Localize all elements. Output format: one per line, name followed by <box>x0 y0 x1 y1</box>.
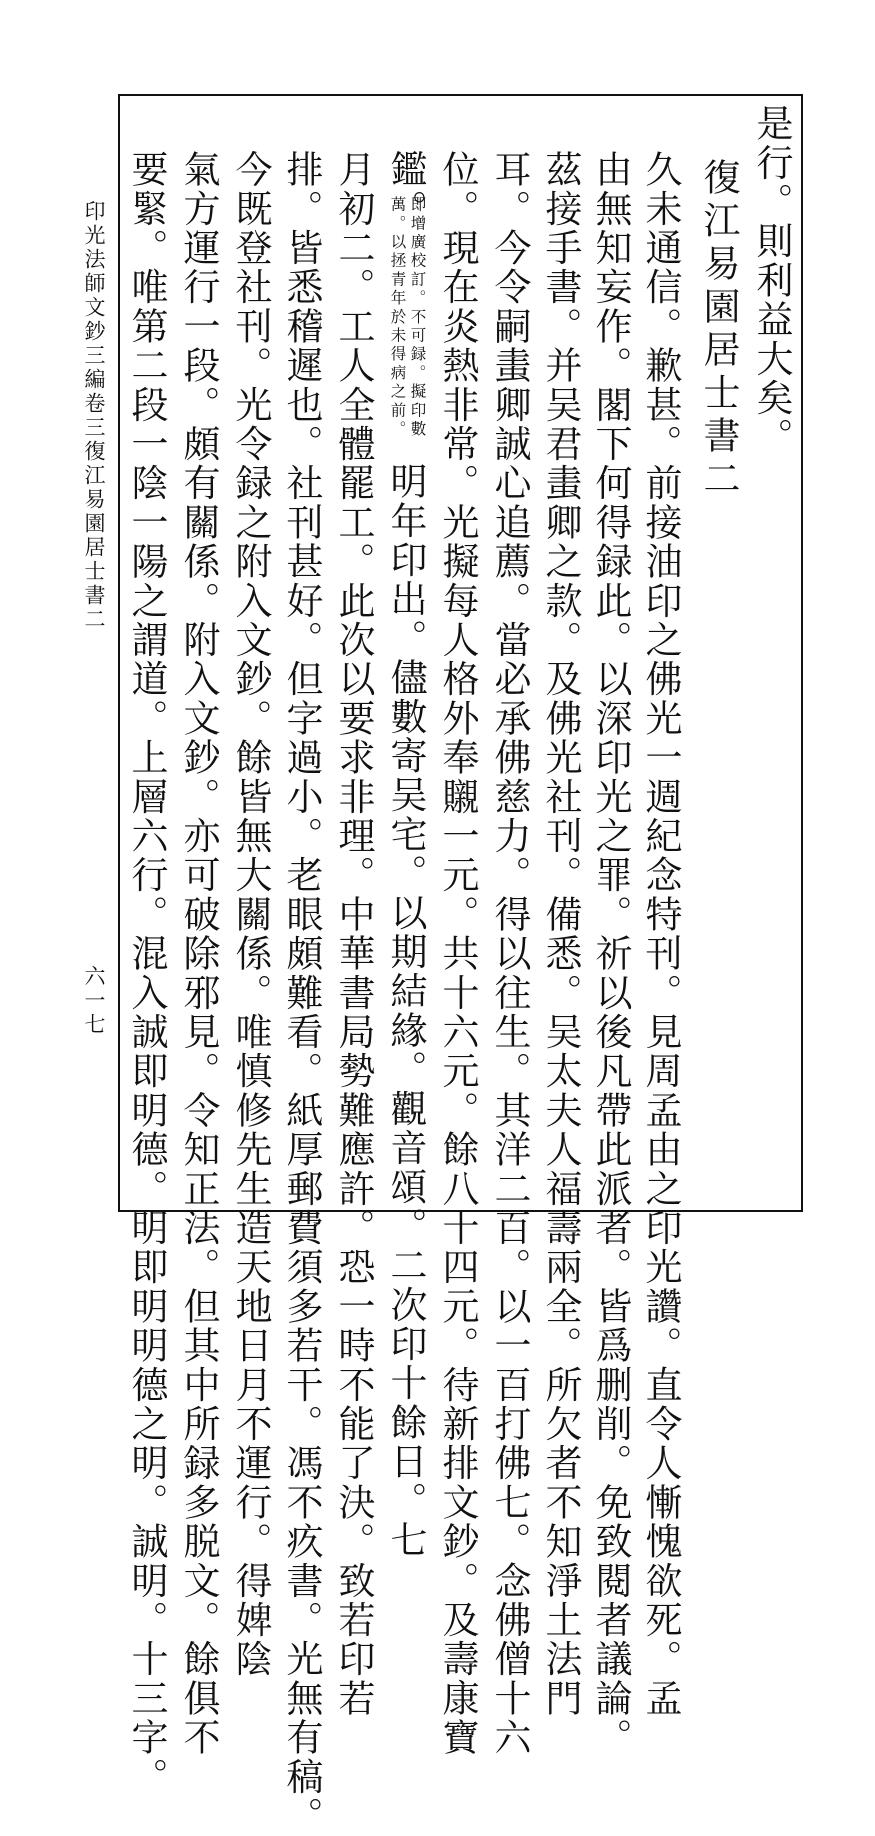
note-line-left: 萬。以拯青年於未得病之前。 <box>388 196 407 440</box>
letter-heading: 復江易園居士書二 <box>697 158 740 502</box>
top-border-rule <box>118 94 803 96</box>
text-column-continued: 明年印出。儘數寄吴宅。以期結緣。觀音頌。二次印十餘日。七 <box>384 462 427 1560</box>
text-column: 氣方運行一段。頗有關係。附入文鈔。亦可破除邪見。令知正法。但其中所録多脱文。餘俱不 <box>177 150 220 1758</box>
text-column: 排。皆悉稽遲也。社刊甚好。但字過小。老眼頗難看。紙厚郵費須多若干。馮不疚書。光無有稿。 <box>280 150 323 1836</box>
text-column: 久未通信。歉甚。前接油印之佛光一週紀念特刊。見周孟由之印光讚。直令人慚愧欲死。孟 <box>639 150 682 1718</box>
text-column: 月初二。工人全體罷工。此次以要求非理。中華書局勢難應許。恐一時不能了決。致若印若 <box>332 150 375 1718</box>
interlinear-note <box>385 196 429 460</box>
text-column: 耳。今令嗣䖯卿誠心追薦。當必承佛慈力。得以往生。其洋二百。以一百打佛七。念佛僧十六 <box>488 150 531 1758</box>
page-number: 六一七 <box>82 965 106 1037</box>
text-column: 茲接手書。并吴君䖯卿之款。及佛光社刊。備悉。吴太夫人福壽兩全。所欠者不知淨土法門 <box>539 150 582 1718</box>
right-border-rule <box>801 94 803 1212</box>
text-column: 由無知妄作。閣下何得録此。以深印光之罪。祈以後凡帶此派者。皆爲删削。免致閱者議論。 <box>589 150 632 1758</box>
gutter-letter-title: 復江易園居士書二 <box>82 440 106 632</box>
note-line-right: 即增廣校訂。不可録。擬印數 <box>408 196 427 440</box>
gutter-border-rule <box>118 94 120 1212</box>
book-title: 印光法師文鈔三編卷三 <box>82 200 106 440</box>
text-column: 要緊。唯第二段一陰一陽之謂道。上層六行。混入誠即明德。明即明明德之明。誠明。十三字。 <box>125 150 168 1797</box>
closing-line: 是行。則利益大矣。 <box>750 104 793 457</box>
text-column: 位。現在炎熱非常。光擬每人格外奉䞋一元。共十六元。餘八十四元。待新排文鈔。及壽康寶 <box>436 150 479 1758</box>
text-column: 今既登社刊。光令録之附入文鈔。餘皆無大關係。唯慎修先生造天地日月不運行。得婢陰 <box>229 150 272 1679</box>
text-column-head: 鑑。 <box>384 150 427 229</box>
